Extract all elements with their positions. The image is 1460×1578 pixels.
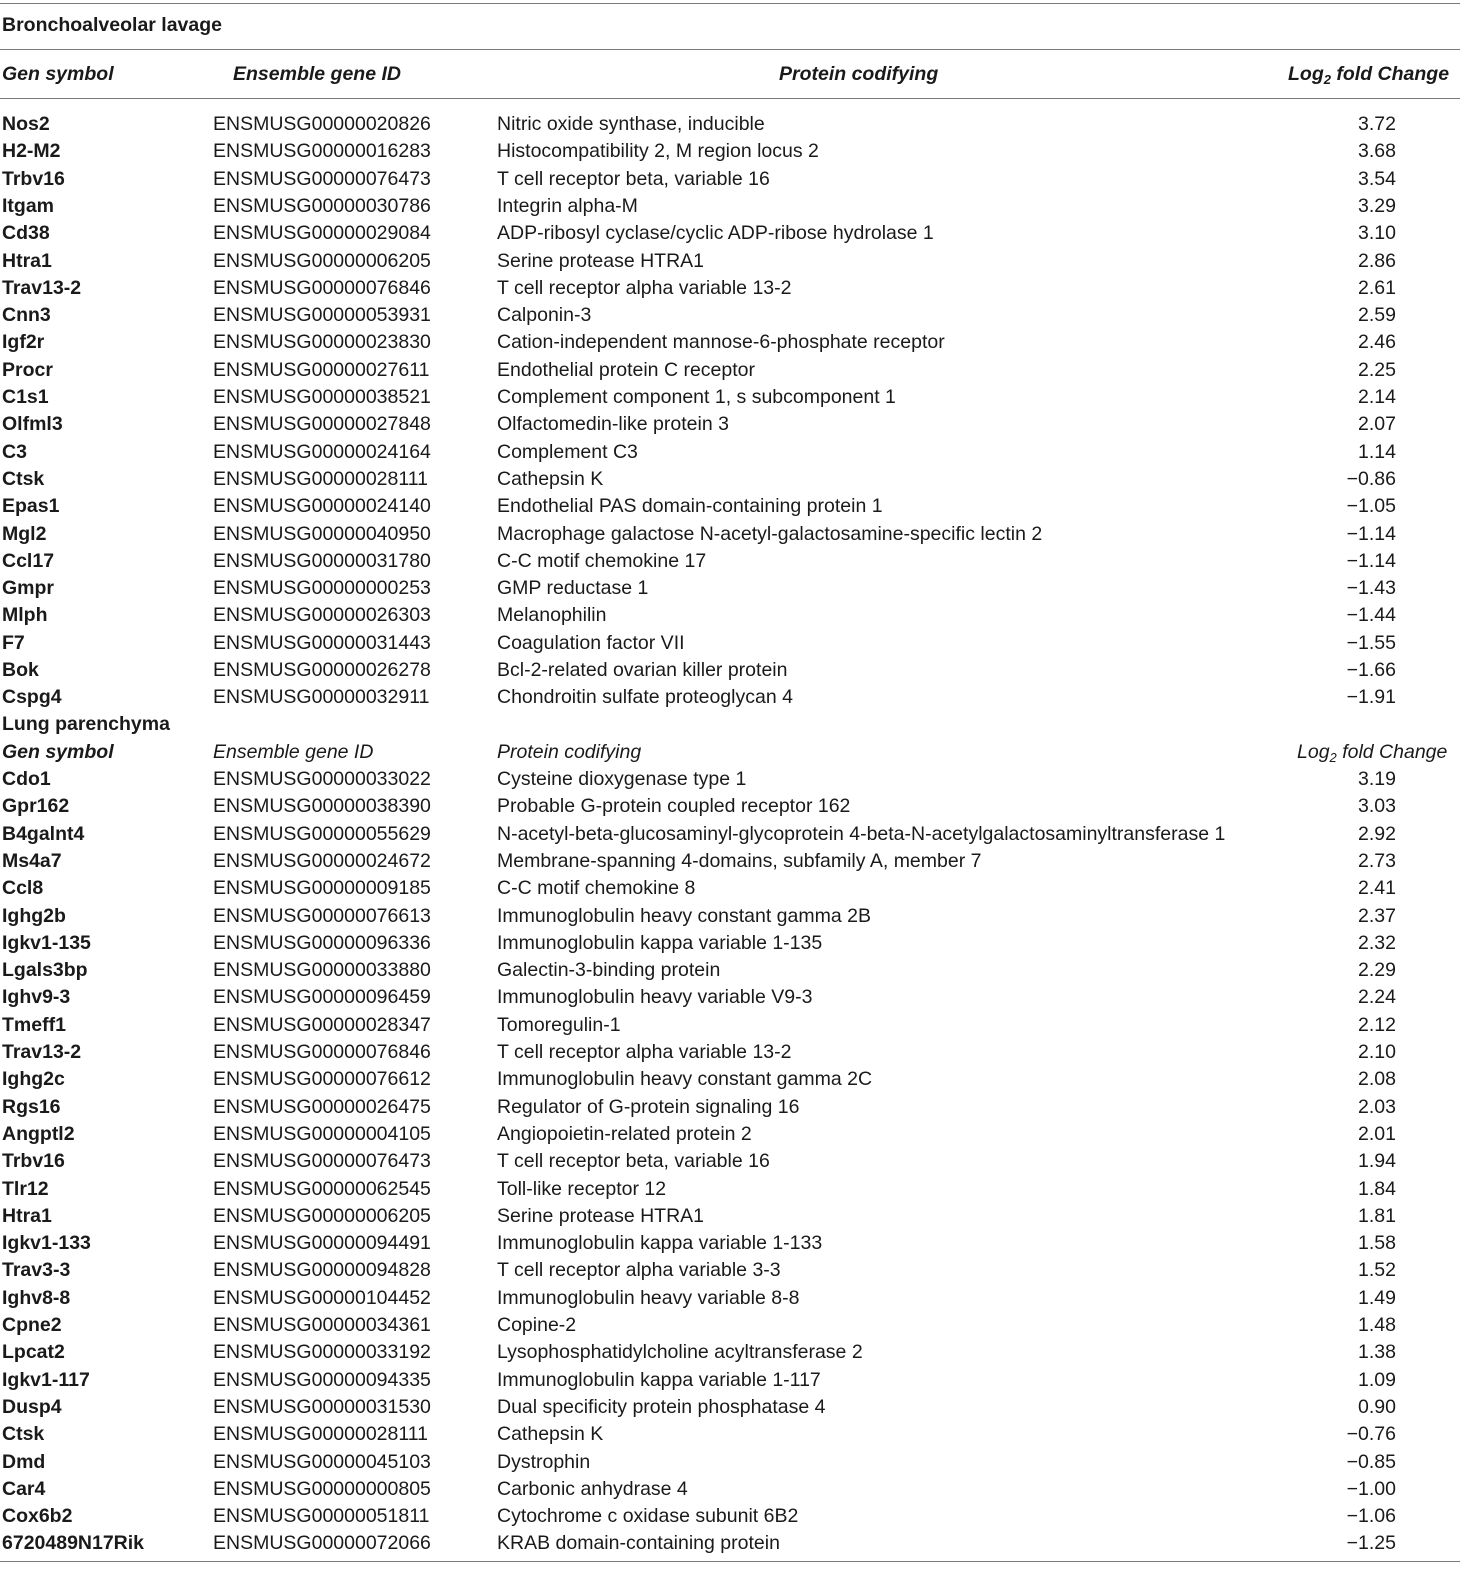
fold-change: −0.85 [1346,1450,1396,1473]
table-row [0,411,1460,438]
gene-symbol: Cnn3 [2,304,51,327]
table-row [0,984,1460,1011]
fold-change: 1.38 [1358,1341,1396,1364]
ensembl-id: ENSMUSG00000026278 [213,659,431,681]
ensembl-id: ENSMUSG00000076473 [213,1150,431,1173]
gene-symbol: Trav13-2 [2,276,82,299]
table-row [0,439,1460,466]
top-rule [0,3,1460,4]
protein-name: Cysteine dioxygenase type 1 [497,768,747,790]
gene-symbol: Cdo1 [2,768,51,790]
ensembl-id: ENSMUSG00000026475 [213,1095,431,1118]
fold-change: 2.10 [1358,1041,1396,1063]
fold-change: 2.59 [1358,304,1396,327]
table-row [0,1230,1460,1257]
gene-symbol: Trav13-2 [2,1041,82,1063]
gene-symbol: Angptl2 [2,1122,75,1145]
fold-change: 2.24 [1358,986,1396,1009]
gene-symbol: 6720489N17Rik [2,1532,145,1555]
gene-symbol: Tlr12 [2,1177,49,1200]
protein-name: Immunoglobulin kappa variable 1-117 [497,1368,821,1391]
ensembl-id: ENSMUSG00000028111 [213,1423,428,1446]
col-header-id: Ensemble gene ID [233,63,401,85]
gene-symbol: Gpr162 [2,795,70,818]
ensembl-id: ENSMUSG00000053931 [213,304,431,327]
fold-change: −1.43 [1346,577,1396,600]
gene-symbol: Tmeff1 [2,1013,66,1036]
table-row [0,493,1460,520]
protein-name: Complement component 1, s subcomponent 1 [497,386,896,408]
col-header-protein: Protein codifying [779,63,939,85]
protein-name: Histocompatibility 2, M region locus 2 [497,140,819,163]
gene-symbol: Olfml3 [2,413,63,436]
fold-change: 2.61 [1358,276,1396,299]
gene-symbol: Dusp4 [2,1395,62,1418]
protein-name: Coagulation factor VII [497,631,685,654]
ensembl-id: ENSMUSG00000031780 [213,549,431,572]
gene-symbol: Ctsk [2,1423,45,1446]
fold-change: 3.72 [1358,113,1396,135]
ensembl-id: ENSMUSG00000038390 [213,795,431,818]
lung-col-header-fc: Log$_2$ fold Change [1297,741,1448,765]
fold-change: 1.49 [1358,1286,1396,1309]
ensembl-id: ENSMUSG00000104452 [213,1286,431,1309]
protein-name: T cell receptor alpha variable 13-2 [497,276,792,299]
protein-name: Immunoglobulin heavy constant gamma 2B [497,904,871,927]
fold-change: 2.14 [1358,386,1396,408]
gene-symbol: Mgl2 [2,522,47,545]
table-row [0,1012,1460,1039]
protein-name: Cathepsin K [497,467,604,490]
fold-change: −1.55 [1346,631,1396,654]
table-row [0,1148,1460,1175]
table-row [0,1449,1460,1476]
table-row [0,930,1460,957]
fold-change: −1.66 [1346,659,1396,681]
gene-symbol: Igkv1-135 [2,931,91,954]
ensembl-id: ENSMUSG00000023830 [213,331,431,354]
fold-change: 3.54 [1358,167,1396,190]
protein-name: T cell receptor alpha variable 13-2 [497,1041,792,1063]
fold-change: −1.05 [1346,495,1396,518]
protein-name: Immunoglobulin heavy variable 8-8 [497,1286,800,1309]
table-row [0,466,1460,493]
table-row [0,329,1460,356]
gene-symbol: Cox6b2 [2,1505,73,1528]
gene-symbol: Ms4a7 [2,849,62,872]
fold-change: −1.91 [1346,686,1396,709]
table-row [0,1285,1460,1312]
table-row [0,1066,1460,1093]
table-row [0,1476,1460,1503]
table-row [0,1176,1460,1203]
protein-name: Cytochrome c oxidase subunit 6B2 [497,1505,799,1528]
protein-name: Cation-independent mannose-6-phosphate receptor [497,331,945,354]
table-row [0,111,1460,138]
table-row [0,821,1460,848]
gene-symbol: Ighv8-8 [2,1286,71,1309]
fold-change: −1.06 [1346,1505,1396,1528]
fold-change: 2.46 [1358,331,1396,354]
ensembl-id: ENSMUSG00000033192 [213,1341,431,1364]
ensembl-id: ENSMUSG00000006205 [213,249,431,272]
gene-symbol: Cspg4 [2,686,62,709]
protein-name: Regulator of G-protein signaling 16 [497,1095,800,1118]
fold-change: 2.08 [1358,1068,1396,1091]
gene-symbol: Nos2 [2,113,50,135]
ensembl-id: ENSMUSG00000096459 [213,986,431,1009]
table-row [0,302,1460,329]
gene-symbol: B4galnt4 [2,822,85,845]
table-row [0,793,1460,820]
protein-name: GMP reductase 1 [497,577,649,600]
table-row [0,630,1460,657]
protein-name: Membrane-spanning 4-domains, subfamily A, member 7 [497,849,982,872]
fold-change: 1.58 [1358,1232,1396,1255]
ensembl-id: ENSMUSG00000094491 [213,1232,431,1255]
col-header-fc: Log$_2$ fold Change [1288,63,1450,87]
protein-name: Bcl-2-related ovarian killer protein [497,659,788,681]
protein-name: Calponin-3 [497,304,592,327]
table-row [0,548,1460,575]
protein-name: Olfactomedin-like protein 3 [497,413,729,436]
ensembl-id: ENSMUSG00000076473 [213,167,431,190]
lung-col-header-protein: Protein codifying [497,741,642,763]
gene-symbol: Cpne2 [2,1314,62,1336]
table-row [0,848,1460,875]
ensembl-id: ENSMUSG00000000805 [213,1477,431,1500]
fold-change: −1.14 [1346,522,1396,545]
ensembl-id: ENSMUSG00000033880 [213,959,431,982]
protein-name: Nitric oxide synthase, inducible [497,113,765,135]
protein-name: Immunoglobulin kappa variable 1-135 [497,931,823,954]
table-row [0,357,1460,384]
table-row [0,1039,1460,1066]
fold-change: 1.09 [1358,1368,1396,1391]
column-header-row [0,61,1460,88]
protein-name: Lysophosphatidylcholine acyltransferase 2 [497,1341,863,1364]
table-row [0,575,1460,602]
table-row [0,384,1460,411]
ensembl-id: ENSMUSG00000033022 [213,768,431,790]
gene-symbol: Dmd [2,1450,46,1473]
protein-name: KRAB domain-containing protein [497,1532,780,1555]
col-header-gene: Gen symbol [2,63,114,85]
ensembl-id: ENSMUSG00000006205 [213,1204,431,1227]
ensembl-id: ENSMUSG00000096336 [213,931,431,954]
fold-change: 2.86 [1358,249,1396,272]
ensembl-id: ENSMUSG00000034361 [213,1314,431,1336]
protein-name: C-C motif chemokine 17 [497,549,707,572]
ensembl-id: ENSMUSG00000024164 [213,440,431,463]
protein-name: Endothelial PAS domain-containing protein 1 [497,495,883,518]
table-row [0,166,1460,193]
fold-change: 1.48 [1358,1314,1396,1336]
fold-change: 3.68 [1358,140,1396,163]
gene-symbol: Lgals3bp [2,959,88,982]
gene-symbol: Igf2r [2,331,45,354]
gene-symbol: C1s1 [2,386,49,408]
fold-change: 3.29 [1358,194,1396,217]
gene-symbol: Ighg2c [2,1068,65,1091]
fold-change: 2.03 [1358,1095,1396,1118]
protein-name: C-C motif chemokine 8 [497,877,696,900]
ensembl-id: ENSMUSG00000024140 [213,495,431,518]
protein-name: T cell receptor beta, variable 16 [497,1150,770,1173]
protein-name: Dual specificity protein phosphatase 4 [497,1395,826,1418]
fold-change: 2.92 [1358,822,1396,845]
ensembl-id: ENSMUSG00000072066 [213,1532,431,1555]
gene-symbol: Ccl17 [2,549,55,572]
fold-change: 3.03 [1358,795,1396,818]
protein-name: Tomoregulin-1 [497,1013,621,1036]
ensembl-id: ENSMUSG00000029084 [213,222,431,245]
ensembl-id: ENSMUSG00000076846 [213,276,431,299]
ensembl-id: ENSMUSG00000031530 [213,1395,431,1418]
protein-name: Dystrophin [497,1450,591,1473]
protein-name: Serine protease HTRA1 [497,249,705,272]
fold-change: 3.10 [1358,222,1396,245]
fold-change: 1.14 [1358,440,1396,463]
fold-change: 0.90 [1358,1395,1396,1418]
fold-change: −0.86 [1346,467,1396,490]
fold-change: 1.81 [1358,1204,1396,1227]
protein-name: Toll-like receptor 12 [497,1177,667,1200]
ensembl-id: ENSMUSG00000030786 [213,194,431,217]
protein-name: Endothelial protein C receptor [497,358,755,381]
table-row [0,957,1460,984]
section-title-lung: Lung parenchyma [2,713,170,735]
ensembl-id: ENSMUSG00000094335 [213,1368,431,1391]
fold-change: 3.19 [1358,768,1396,790]
table-row [0,1094,1460,1121]
protein-name: ADP-ribosyl cyclase/cyclic ADP-ribose hydrolase 1 [497,222,934,245]
ensembl-id: ENSMUSG00000076846 [213,1041,431,1063]
fold-change: 2.07 [1358,413,1396,436]
gene-symbol: Car4 [2,1477,46,1500]
gene-symbol: C3 [2,440,27,463]
gene-symbol: Trbv16 [2,167,65,190]
gene-symbol: Mlph [2,604,48,627]
protein-name: Integrin alpha-M [497,194,638,217]
ensembl-id: ENSMUSG00000062545 [213,1177,431,1200]
table-row [0,684,1460,711]
gene-symbol: F7 [2,631,25,654]
ensembl-id: ENSMUSG00000055629 [213,822,431,845]
protein-name: Galectin-3-binding protein [497,959,721,982]
table-row [0,657,1460,684]
gene-symbol: Ighg2b [2,904,66,927]
gene-symbol: Procr [2,358,53,381]
table-row [0,1339,1460,1366]
gene-symbol: Igkv1-117 [2,1368,90,1391]
protein-name: Serine protease HTRA1 [497,1204,705,1227]
gene-symbol: Ctsk [2,467,45,490]
table-row [0,1367,1460,1394]
protein-name: T cell receptor beta, variable 16 [497,167,770,190]
fold-change: 2.32 [1358,931,1396,954]
table-row [0,138,1460,165]
table-row [0,1203,1460,1230]
gene-symbol: Ccl8 [2,877,44,900]
lung-column-header-row [0,739,1460,766]
protein-name: T cell receptor alpha variable 3-3 [497,1259,781,1282]
table-row [0,1312,1460,1339]
gene-symbol: Cd38 [2,222,50,245]
table-row [0,602,1460,629]
gene-symbol: Igkv1-133 [2,1232,91,1255]
ensembl-id: ENSMUSG00000009185 [213,877,431,900]
fold-change: 1.52 [1358,1259,1396,1282]
fold-change: −1.25 [1346,1532,1396,1555]
protein-name: Copine-2 [497,1314,577,1336]
fold-change: 2.37 [1358,904,1396,927]
protein-name: Macrophage galactose N-acetyl-galactosamine-specific lectin 2 [497,522,1043,545]
fold-change: 1.84 [1358,1177,1396,1200]
table-row [0,1503,1460,1530]
table-row [0,1394,1460,1421]
protein-name: Chondroitin sulfate proteoglycan 4 [497,686,793,709]
protein-name: Immunoglobulin kappa variable 1-133 [497,1232,823,1255]
ensembl-id: ENSMUSG00000016283 [213,140,431,163]
ensembl-id: ENSMUSG00000028111 [213,467,428,490]
section-title-bal: Bronchoalveolar lavage [2,14,223,36]
table-row [0,275,1460,302]
ensembl-id: ENSMUSG00000020826 [213,113,431,135]
gene-symbol: Epas1 [2,495,60,518]
header-bottom-rule [0,98,1460,99]
table-row [0,1257,1460,1284]
protein-name: Immunoglobulin heavy variable V9-3 [497,986,813,1009]
table-row [0,248,1460,275]
ensembl-id: ENSMUSG00000040950 [213,522,431,545]
table-row [0,521,1460,548]
ensembl-id: ENSMUSG00000027611 [213,358,430,381]
ensembl-id: ENSMUSG00000024672 [213,849,431,872]
header-top-rule [0,49,1460,50]
ensembl-id: ENSMUSG00000076612 [213,1068,431,1091]
ensembl-id: ENSMUSG00000000253 [213,577,431,600]
table-row [0,766,1460,793]
gene-symbol: Gmpr [2,577,55,600]
protein-name: Immunoglobulin heavy constant gamma 2C [497,1068,873,1091]
ensembl-id: ENSMUSG00000094828 [213,1259,431,1282]
ensembl-id: ENSMUSG00000045103 [213,1450,431,1473]
fold-change: −1.14 [1346,549,1396,572]
gene-symbol: H2-M2 [2,140,61,163]
fold-change: 2.25 [1358,358,1396,381]
ensembl-id: ENSMUSG00000027848 [213,413,431,436]
protein-name: Cathepsin K [497,1423,604,1446]
ensembl-id: ENSMUSG00000038521 [213,386,431,408]
ensembl-id: ENSMUSG00000028347 [213,1013,431,1036]
table-row [0,875,1460,902]
gene-symbol: Trbv16 [2,1150,65,1173]
lung-col-header-id: Ensemble gene ID [213,741,374,763]
table-row [0,220,1460,247]
table-row [0,1421,1460,1448]
ensembl-id: ENSMUSG00000031443 [213,631,431,654]
ensembl-id: ENSMUSG00000026303 [213,604,431,627]
ensembl-id: ENSMUSG00000076613 [213,904,431,927]
ensembl-id: ENSMUSG00000032911 [213,686,430,709]
lung-col-header-gene: Gen symbol [2,741,114,763]
protein-name: Angiopoietin-related protein 2 [497,1122,752,1145]
protein-name: N-acetyl-beta-glucosaminyl-glycoprotein 4-beta-N-acetylgalactosaminyltransferase 1 [497,822,1226,845]
gene-symbol: Itgam [2,194,55,217]
fold-change: 2.12 [1358,1013,1396,1036]
table-row [0,1121,1460,1148]
table-row [0,903,1460,930]
bottom-rule [0,1561,1460,1562]
protein-name: Melanophilin [497,604,607,627]
table-row [0,193,1460,220]
fold-change: 2.73 [1358,849,1396,872]
fold-change: 1.94 [1358,1150,1396,1173]
protein-name: Probable G-protein coupled receptor 162 [497,795,851,818]
fold-change: −1.00 [1346,1477,1396,1500]
fold-change: 2.29 [1358,959,1396,982]
gene-symbol: Htra1 [2,249,52,272]
table-row [0,1530,1460,1557]
fold-change: 2.41 [1358,877,1396,900]
fold-change: −1.44 [1346,604,1396,627]
protein-name: Complement C3 [497,440,638,463]
ensembl-id: ENSMUSG00000004105 [213,1122,431,1145]
gene-symbol: Htra1 [2,1204,52,1227]
gene-symbol: Rgs16 [2,1095,61,1118]
ensembl-id: ENSMUSG00000051811 [213,1505,430,1528]
protein-name: Carbonic anhydrase 4 [497,1477,688,1500]
gene-symbol: Bok [2,659,39,681]
gene-symbol: Ighv9-3 [2,986,71,1009]
gene-symbol: Trav3-3 [2,1259,71,1282]
gene-symbol: Lpcat2 [2,1341,65,1364]
fold-change: −0.76 [1346,1423,1396,1446]
fold-change: 2.01 [1358,1122,1396,1145]
